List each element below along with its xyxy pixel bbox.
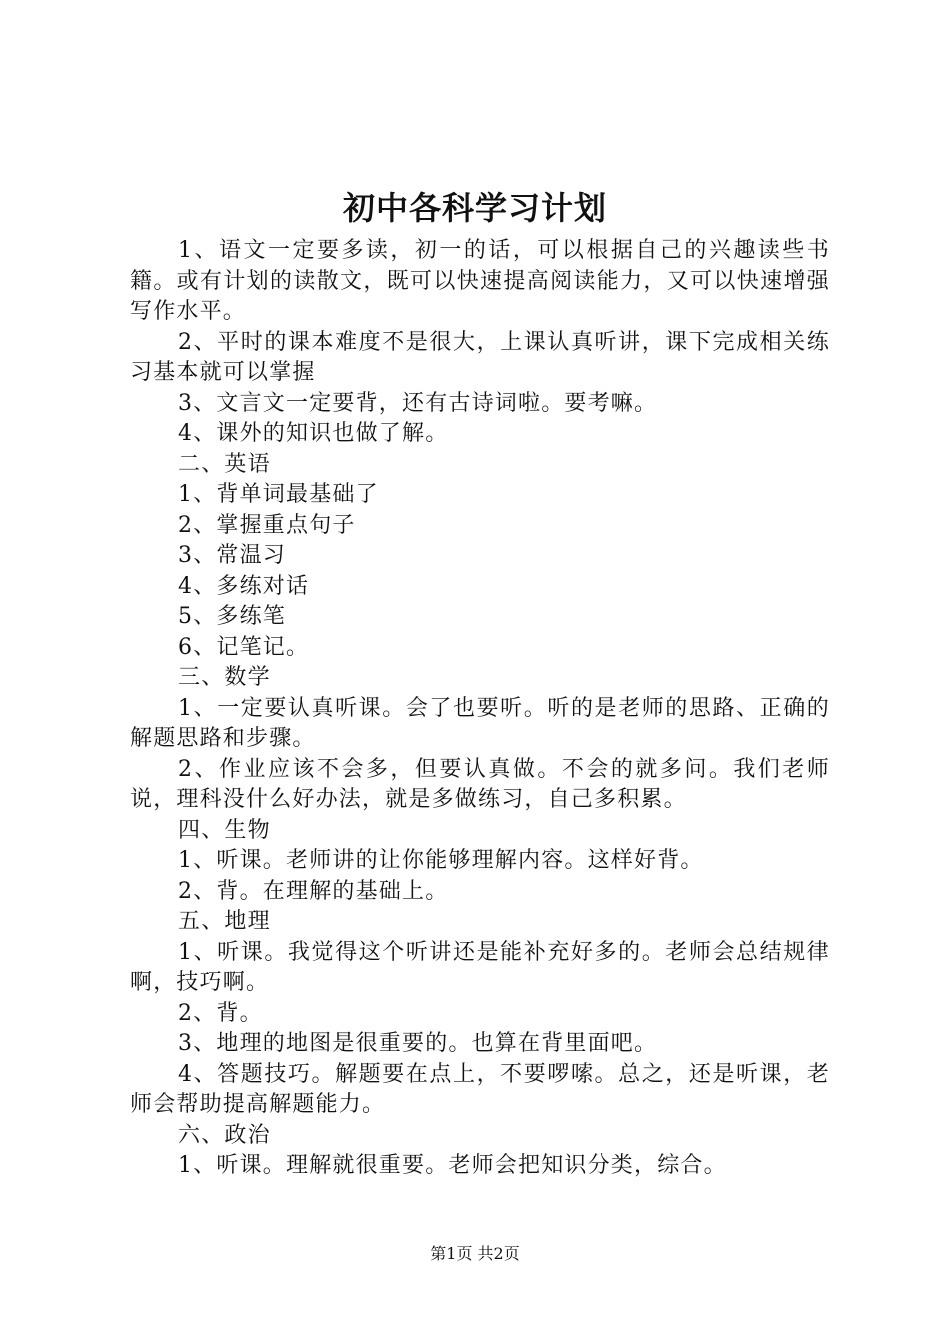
paragraph: 3、常温习 [178, 543, 286, 568]
paragraph: 1、听课。理解就很重要。老师会把知识分类，综合。 [178, 1153, 727, 1178]
paragraph: 1、听课。我觉得这个听讲还是能补充好多的。老师会总结规律啊，技巧啊。 [130, 939, 830, 995]
paragraph: 2、背。在理解的基础上。 [178, 878, 449, 904]
paragraph: 4、答题技巧。解题要在点上，不要啰嗦。总之，还是听课，老师会帮助提高解题能力。 [130, 1061, 830, 1117]
paragraph: 4、课外的知识也做了解。 [178, 421, 449, 446]
page-footer: 第1页 共2页 [430, 1244, 520, 1263]
paragraph: 5、多练笔 [178, 604, 286, 629]
paragraph: 4、多练对话 [178, 573, 310, 599]
section-heading: 二、英语 [178, 451, 271, 477]
paragraph: 2、掌握重点句子 [178, 512, 356, 538]
section-heading: 三、数学 [178, 665, 271, 690]
document-body [130, 236, 830, 1182]
paragraph: 6、记笔记。 [178, 634, 310, 660]
section-heading: 六、政治 [178, 1122, 271, 1148]
paragraph: 1、听课。老师讲的让你能够理解内容。这样好背。 [178, 848, 704, 873]
paragraph: 2、背。 [178, 1000, 263, 1026]
paragraph: 3、地理的地图是很重要的。也算在背里面吧。 [178, 1031, 658, 1056]
paragraph: 2、作业应该不会多，但要认真做。不会的就多问。我们老师说，理科没什么好办法，就是多做练习，自己多积累。 [130, 756, 830, 812]
section-heading: 四、生物 [178, 817, 271, 843]
document-title: 初中各科学习计划 [342, 189, 607, 227]
section-heading: 五、地理 [178, 909, 271, 934]
paragraph: 1、背单词最基础了 [178, 482, 379, 507]
paragraph: 1、语文一定要多读，初一的话，可以根据自己的兴趣读些书籍。或有计划的读散文，既可以快速提高阅读能力，又可以快速增强写作水平。 [130, 238, 830, 324]
paragraph: 3、文言文一定要背，还有古诗词啦。要考嘛。 [178, 390, 658, 416]
paragraph: 1、一定要认真听课。会了也要听。听的是老师的思路、正确的解题思路和步骤。 [130, 695, 830, 751]
paragraph: 2、平时的课本难度不是很大，上课认真听讲，课下完成相关练习基本就可以掌握 [130, 329, 830, 385]
